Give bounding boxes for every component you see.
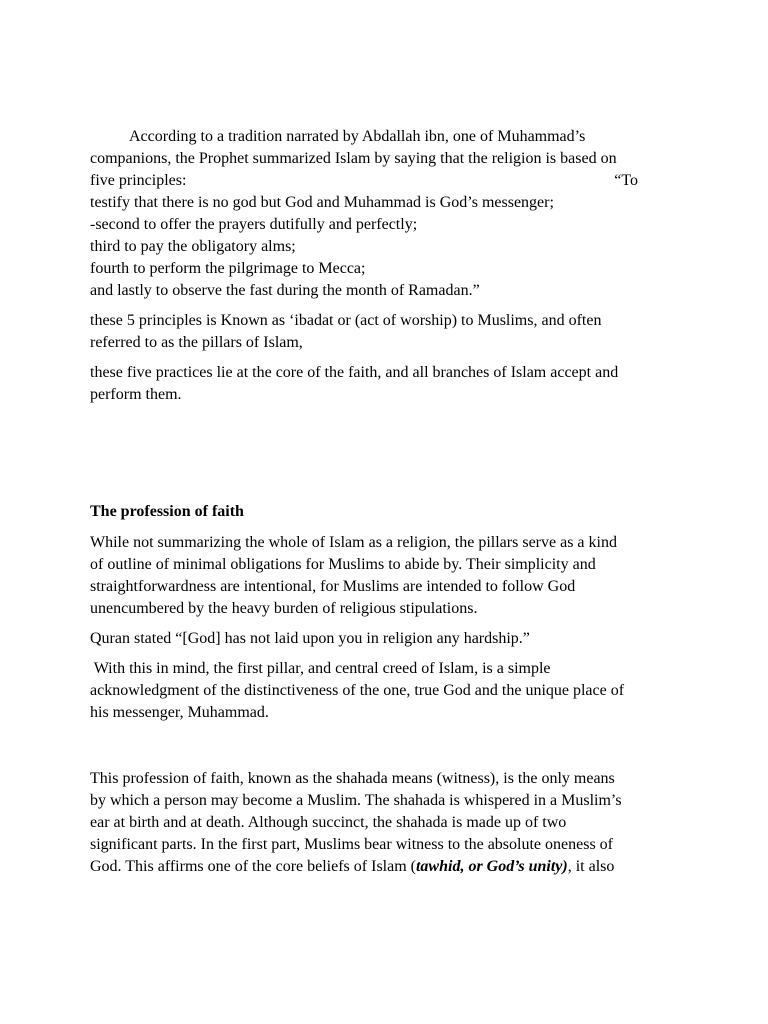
text-line: and lastly to observe the fast during the month of Ramadan.” <box>90 282 480 299</box>
paragraph-quran <box>90 628 690 650</box>
text-line: these five practices lie at the core of the faith, and all branches of Islam accept and <box>90 364 619 381</box>
spacer <box>90 354 690 362</box>
text-fragment: five principles: <box>90 172 187 189</box>
section-heading: The profession of faith <box>90 503 244 520</box>
text-line: perform them. <box>90 386 182 403</box>
text-line: his messenger, Muhammad. <box>90 704 269 721</box>
text-fragment: “To <box>614 172 638 189</box>
text-line: these 5 principles is Known as ‘ibadat or (act of worship) to Muslims, and often <box>90 312 602 329</box>
text-fragment: God. This affirms one of the core beliefs of Islam ( <box>90 858 416 875</box>
text-line: acknowledgment of the distinctiveness of the one, true God and the unique place of <box>90 682 625 699</box>
spacer <box>90 650 690 658</box>
text-line-mixed <box>90 856 690 878</box>
text-fragment: , it also <box>567 858 615 875</box>
spacer <box>90 302 690 310</box>
text-line: unencumbered by the heavy burden of religious stipulations. <box>90 600 478 617</box>
text-line: straightforwardness are intentional, for Muslims are intended to follow God <box>90 578 576 595</box>
text-line-split <box>90 170 690 192</box>
text-line: According to a tradition narrated by Abdallah ibn, one of Muhammad’s <box>129 128 586 145</box>
paragraph-worship <box>90 310 690 354</box>
spacer <box>90 523 690 532</box>
paragraph-first-pillar <box>90 658 690 724</box>
text-line: ear at birth and at death. Although succinct, the shahada is made up of two <box>90 814 567 831</box>
spacer <box>90 620 690 628</box>
text-line: While not summarizing the whole of Islam as a religion, the pillars serve as a kind <box>90 534 617 551</box>
spacer <box>90 406 690 501</box>
text-line: -second to offer the prayers dutifully and perfectly; <box>90 216 418 233</box>
text-line: by which a person may become a Muslim. The shahada is whispered in a Muslim’s <box>90 792 622 809</box>
text-line: third to pay the obligatory alms; <box>90 238 296 255</box>
spacer <box>90 724 690 768</box>
text-line: of outline of minimal obligations for Muslims to abide by. Their simplicity and <box>90 556 596 573</box>
text-line: significant parts. In the first part, Muslims bear witness to the absolute oneness of <box>90 836 614 853</box>
text-line: This profession of faith, known as the shahada means (witness), is the only means <box>90 770 615 787</box>
text-line: fourth to perform the pilgrimage to Mecca; <box>90 260 366 277</box>
text-line: referred to as the pillars of Islam, <box>90 334 303 351</box>
paragraph-shahada <box>90 768 690 878</box>
text-line: testify that there is no god but God and Muhammad is God’s messenger; <box>90 194 554 211</box>
paragraph-tradition <box>90 126 690 302</box>
emphasis-text: tawhid, or God’s unity) <box>415 858 568 875</box>
paragraph-outline <box>90 532 690 620</box>
text-line: With this in mind, the first pillar, and central creed of Islam, is a simple <box>90 660 551 677</box>
document-body <box>90 126 690 878</box>
text-line: Quran stated “[God] has not laid upon you in religion any hardship.” <box>90 630 530 647</box>
paragraph-practices <box>90 362 690 406</box>
text-line: companions, the Prophet summarized Islam by saying that the religion is based on <box>90 150 617 167</box>
